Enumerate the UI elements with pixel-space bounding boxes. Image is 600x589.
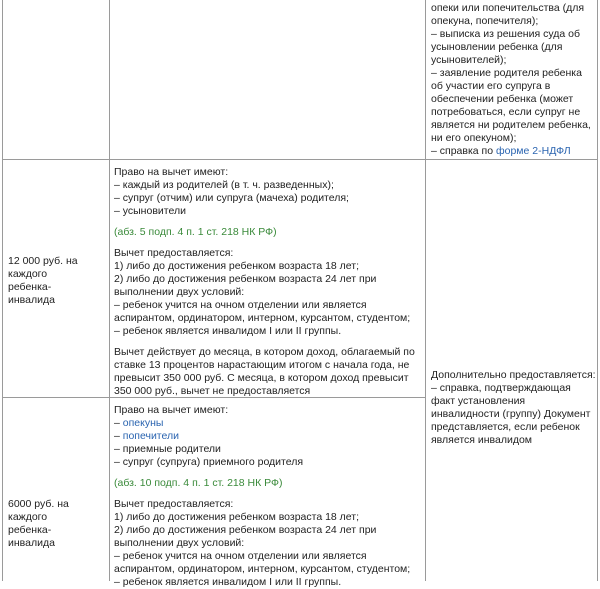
doc-line: – выписка из решения суда об <box>431 28 580 40</box>
extra-doc-line: представляется, если ребенок <box>431 421 580 433</box>
who-line: – приемные родители <box>114 443 221 455</box>
amount-line: 6000 руб. на <box>8 498 69 510</box>
amount-line: каждого <box>8 511 48 523</box>
conditions-cell-6000 <box>114 404 422 589</box>
who-line <box>114 417 422 430</box>
row-divider-top <box>2 159 598 160</box>
amount-line: инвалида <box>8 294 55 306</box>
amount-line: ребенка- <box>8 524 52 536</box>
doc-line: ни его опекуном); <box>431 132 517 144</box>
who-line: – супруг (супруга) приемного родителя <box>114 456 304 468</box>
when-line: выполнении двух условий: <box>114 286 245 298</box>
who-title: Право на вычет имеют: <box>114 166 229 178</box>
amount-cell-12000 <box>8 255 104 307</box>
who-line: – супруг (отчим) или супруга (мачеха) родителя; <box>114 192 349 204</box>
law-reference-link[interactable]: (абз. 5 подп. 4 п. 1 ст. 218 НК РФ) <box>114 226 277 238</box>
when-line: 1) либо до достижения ребенком возраста 18 лет; <box>114 511 360 523</box>
doc-line: опекуна, попечителя); <box>431 15 539 27</box>
doc-line-prefix: – справка по <box>431 145 496 157</box>
when-line: – ребенок является инвалидом I или II группы. <box>114 325 342 337</box>
table-col-divider-2 <box>425 0 426 581</box>
popechiteli-link[interactable]: попечители <box>122 430 179 442</box>
when-line: аспирантом, ординатором, интерном, курсантом, студентом; <box>114 312 411 324</box>
doc-line: опеки или попечительства (для <box>431 2 585 14</box>
extra-doc-line: является инвалидом <box>431 434 533 446</box>
who-line: – усыновители <box>114 205 186 217</box>
extra-doc-line: инвалидности (группу) Документ <box>431 408 591 420</box>
limit-line: превысит 350 000 руб. С месяца, в котором доход превысит <box>114 372 409 384</box>
documents-cell-additional <box>431 369 596 447</box>
who-line <box>114 430 422 443</box>
who-title: Право на вычет имеют: <box>114 404 229 416</box>
doc-line: является ни родителем ребенка, <box>431 119 591 131</box>
doc-line-last <box>431 145 596 158</box>
amount-cell-6000 <box>8 498 104 550</box>
extra-doc-line: – справка, подтверждающая <box>431 382 571 394</box>
limit-line: 350 000 руб., вычет не предоставляется <box>114 385 311 397</box>
when-line: аспирантом, ординатором, интерном, курсантом, студентом; <box>114 563 411 575</box>
when-line: 2) либо до достижения ребенком возраста 24 лет при <box>114 524 377 536</box>
when-line: – ребенок учится на очном отделении или является <box>114 550 367 562</box>
amount-line: ребенка- <box>8 281 52 293</box>
doc-line: – заявление родителя ребенка <box>431 67 582 79</box>
opekuny-link[interactable]: опекуны <box>122 417 164 429</box>
when-line: выполнении двух условий: <box>114 537 245 549</box>
table-border-left <box>2 0 3 581</box>
table-border-right <box>597 0 598 581</box>
limit-line: ставке 13 процентов нарастающим итогом с начала года, не <box>114 359 410 371</box>
amount-line: 12 000 руб. на <box>8 255 78 267</box>
conditions-cell-12000 <box>114 166 422 398</box>
doc-line: усыновителей); <box>431 54 507 66</box>
when-line: 1) либо до достижения ребенком возраста 18 лет; <box>114 260 360 272</box>
limit-line: Вычет действует до месяца, в котором доход, облагаемый по <box>114 346 415 358</box>
doc-line: потребоваться, если супруг не <box>431 106 581 118</box>
when-line: – ребенок является инвалидом I или II группы. <box>114 576 342 588</box>
when-line: 2) либо до достижения ребенком возраста 24 лет при <box>114 273 377 285</box>
when-line: – ребенок учится на очном отделении или является <box>114 299 367 311</box>
form-2ndfl-link[interactable]: форме 2-НДФЛ <box>495 145 571 157</box>
when-title: Вычет предоставляется: <box>114 247 234 259</box>
dash: – <box>114 430 123 442</box>
when-title: Вычет предоставляется: <box>114 498 234 510</box>
dash: – <box>114 417 123 429</box>
law-reference-link[interactable]: (абз. 10 подп. 4 п. 1 ст. 218 НК РФ) <box>114 477 283 489</box>
extra-doc-line: факт установления <box>431 395 526 407</box>
doc-line: об участии его супруга в <box>431 80 551 92</box>
amount-line: инвалида <box>8 537 55 549</box>
doc-line: усыновлении ребенка (для <box>431 41 563 53</box>
amount-line: каждого <box>8 268 48 280</box>
doc-line: обеспечении ребенка (может <box>431 93 574 105</box>
extra-doc-line: Дополнительно предоставляется: <box>431 369 596 381</box>
who-line: – каждый из родителей (в т. ч. разведенных); <box>114 179 334 191</box>
documents-cell-top <box>431 2 596 158</box>
table-col-divider-1 <box>109 0 110 581</box>
